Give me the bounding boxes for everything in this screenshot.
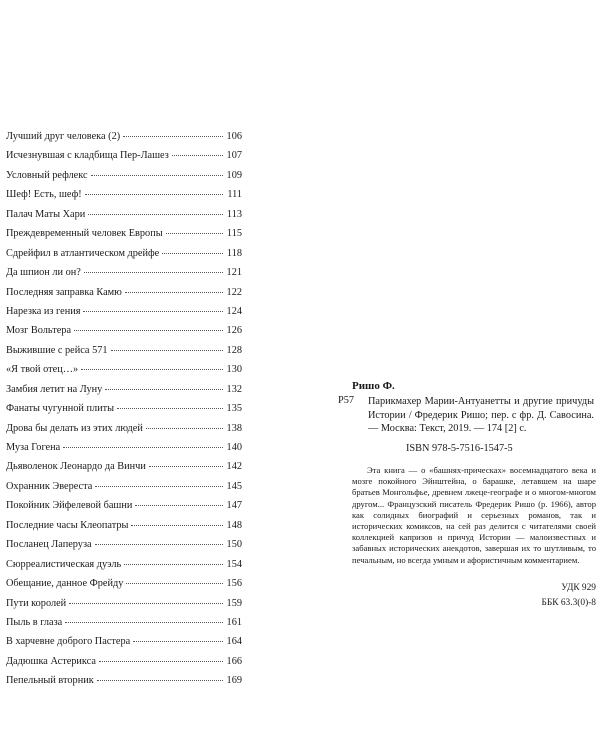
toc-dot-leader [162, 253, 223, 254]
toc-entry-page: 121 [226, 267, 242, 279]
toc-entry-page: 140 [226, 442, 242, 453]
toc-entry-page: 169 [226, 675, 242, 687]
bibliographic-description: Парикмахер Марии-Антуанетты и другие причуды Истории / Фредерик Ришо; пер. с фр. Д. Савосина. — Москва: Текст, 2019. — 174 [2] с. [368, 396, 594, 435]
annotation: Эта книга — о «башнях-прическах» восемнадцатого века и мозге покойного Эйнштейна, о барашке, летавшем на шаре братьев Монгольфье, древнем лжеце-географе и о многом-многом другом... Французский писатель Фредерик Ришо (р. 1966), автор как солидных биографий и серьезных романов, так и исторических комиксов, на сей раз делится с читателями своей коллекцией капризов и причуд Истории — малоизвестных и забавных исторических анекдотов, завершая их то шутливым, то печальным, но всегда умным и афористичным комментарием. [352, 465, 596, 565]
toc-entry-title: Пути королей [6, 597, 67, 609]
toc-entry [6, 675, 242, 694]
toc-entry [6, 520, 242, 539]
toc-entry [6, 656, 242, 675]
toc-entry-page: 161 [226, 616, 242, 628]
toc-entry-title: Условный рефлекс [6, 169, 88, 181]
toc-dot-leader [69, 603, 223, 604]
toc-entry [6, 209, 242, 228]
toc-dot-leader [74, 330, 223, 331]
toc-entry [6, 403, 242, 422]
toc-entry-page: 166 [226, 655, 242, 667]
toc-entry [6, 364, 242, 383]
toc-entry-page: 115 [226, 228, 242, 240]
toc-entry-page: 135 [226, 403, 242, 415]
toc-entry-page: 142 [226, 461, 242, 473]
toc-entry-title: Фанаты чугунной плиты [6, 403, 115, 415]
toc-entry-title: Мозг Вольтера [6, 325, 72, 337]
toc-entry-page: 109 [226, 169, 242, 181]
toc-entry-page: 113 [226, 208, 242, 220]
toc-entry [6, 559, 242, 578]
author-name: Ришо Ф. [352, 380, 395, 392]
toc-dot-leader [105, 389, 223, 390]
toc-entry-page: 106 [226, 131, 242, 142]
toc-entry-page: 148 [226, 519, 242, 531]
toc-dot-leader [135, 505, 223, 506]
toc-dot-leader [97, 680, 223, 681]
toc-entry-page: 124 [226, 305, 242, 317]
toc-entry-title: Последние часы Клеопатры [6, 519, 129, 531]
toc-entry [6, 598, 242, 617]
toc-entry-title: Нарезка из гения [6, 305, 81, 317]
toc-dot-leader [83, 311, 223, 312]
toc-entry-title: Исчезнувшая с кладбища Пер-Лашез [6, 150, 169, 162]
toc-dot-leader [88, 214, 223, 215]
toc-dot-leader [84, 272, 223, 273]
toc-entry-title: Охранник Эвереста [6, 480, 93, 492]
toc-entry-title: Сдрейфил в атлантическом дрейфе [6, 247, 160, 259]
toc-entry-page: 111 [227, 189, 242, 201]
toc-entry [6, 228, 242, 247]
toc-entry-page: 126 [226, 325, 242, 337]
isbn: ISBN 978-5-7516-1547-5 [406, 443, 513, 454]
toc-dot-leader [125, 292, 223, 293]
toc-entry-title: Последняя заправка Камю [6, 286, 122, 298]
toc-entry-title: Сюрреалистическая дуэль [6, 558, 122, 570]
toc-entry-title: В харчевне доброго Пастера [6, 636, 131, 648]
toc-entry-title: Обещание, данное Фрейду [6, 578, 124, 590]
toc-entry-page: 107 [226, 150, 242, 162]
toc-entry-page: 156 [226, 578, 242, 590]
toc-entry [6, 636, 242, 655]
toc-dot-leader [91, 175, 223, 176]
toc-entry-page: 128 [226, 344, 242, 356]
toc-entry [6, 150, 242, 169]
toc-entry-page: 147 [226, 500, 242, 512]
toc-entry-page: 132 [226, 383, 242, 395]
toc-entry-title: Муза Гогена [6, 442, 61, 453]
toc-entry [6, 578, 242, 597]
toc-entry-title: Палач Маты Хари [6, 208, 86, 220]
toc-entry-page: 159 [226, 597, 242, 609]
toc-dot-leader [63, 447, 223, 448]
toc-entry [6, 325, 242, 344]
toc-dot-leader [95, 486, 223, 487]
toc-entry [6, 345, 242, 364]
toc-dot-leader [172, 155, 223, 156]
toc-entry [6, 423, 242, 442]
toc-entry-title: Дьяволенок Леонардо да Винчи [6, 461, 146, 473]
toc-entry-title: Дрова бы делать из этих людей [6, 422, 143, 434]
toc-entry-title: Шеф! Есть, шеф! [6, 189, 82, 201]
toc-entry [6, 617, 242, 636]
udk-code: УДК 929 [561, 583, 596, 593]
table-of-contents [6, 131, 242, 695]
toc-entry [6, 170, 242, 189]
toc-dot-leader [85, 194, 223, 195]
toc-dot-leader [123, 136, 223, 137]
toc-entry-title: Пепельный вторник [6, 675, 94, 687]
toc-entry-title: «Я твой отец…» [6, 364, 79, 376]
toc-entry-page: 118 [226, 247, 242, 259]
toc-entry-page: 138 [226, 422, 242, 434]
toc-dot-leader [126, 583, 223, 584]
toc-entry [6, 539, 242, 558]
toc-entry-page: 150 [226, 539, 242, 551]
toc-dot-leader [133, 641, 223, 642]
toc-entry [6, 306, 242, 325]
toc-entry-page: 164 [226, 636, 242, 648]
toc-entry-title: Дадюшка Астерикса [6, 655, 96, 667]
toc-dot-leader [65, 622, 223, 623]
toc-entry [6, 461, 242, 480]
bbk-code: ББК 63.3(0)-8 [541, 598, 596, 608]
toc-entry [6, 248, 242, 267]
toc-entry-title: Замбия летит на Луну [6, 383, 103, 395]
catalog-code: Р57 [338, 395, 355, 406]
toc-dot-leader [146, 428, 223, 429]
toc-dot-leader [117, 408, 223, 409]
toc-dot-leader [81, 369, 223, 370]
toc-entry-title: Да шпион ли он? [6, 267, 81, 279]
toc-entry [6, 384, 242, 403]
toc-entry [6, 131, 242, 150]
toc-dot-leader [95, 544, 223, 545]
toc-entry [6, 189, 242, 208]
toc-entry-page: 145 [226, 480, 242, 492]
toc-entry-title: Выжившие с рейса 571 [6, 344, 108, 356]
toc-entry [6, 287, 242, 306]
toc-entry [6, 500, 242, 519]
toc-entry-title: Посланец Лаперуза [6, 539, 92, 551]
toc-entry [6, 481, 242, 500]
toc-entry-title: Лучший друг человека (2) [6, 131, 121, 142]
toc-entry-page: 130 [226, 364, 242, 376]
toc-entry-title: Покойник Эйфелевой башни [6, 500, 133, 512]
toc-dot-leader [99, 661, 223, 662]
toc-entry [6, 267, 242, 286]
toc-entry [6, 442, 242, 461]
toc-entry-page: 154 [226, 558, 242, 570]
toc-dot-leader [166, 233, 223, 234]
toc-dot-leader [111, 350, 223, 351]
toc-entry-title: Преждевременный человек Европы [6, 228, 163, 240]
toc-dot-leader [149, 466, 223, 467]
toc-entry-title: Пыль в глаза [6, 616, 63, 628]
toc-dot-leader [124, 564, 223, 565]
toc-dot-leader [131, 525, 223, 526]
toc-entry-page: 122 [226, 286, 242, 298]
